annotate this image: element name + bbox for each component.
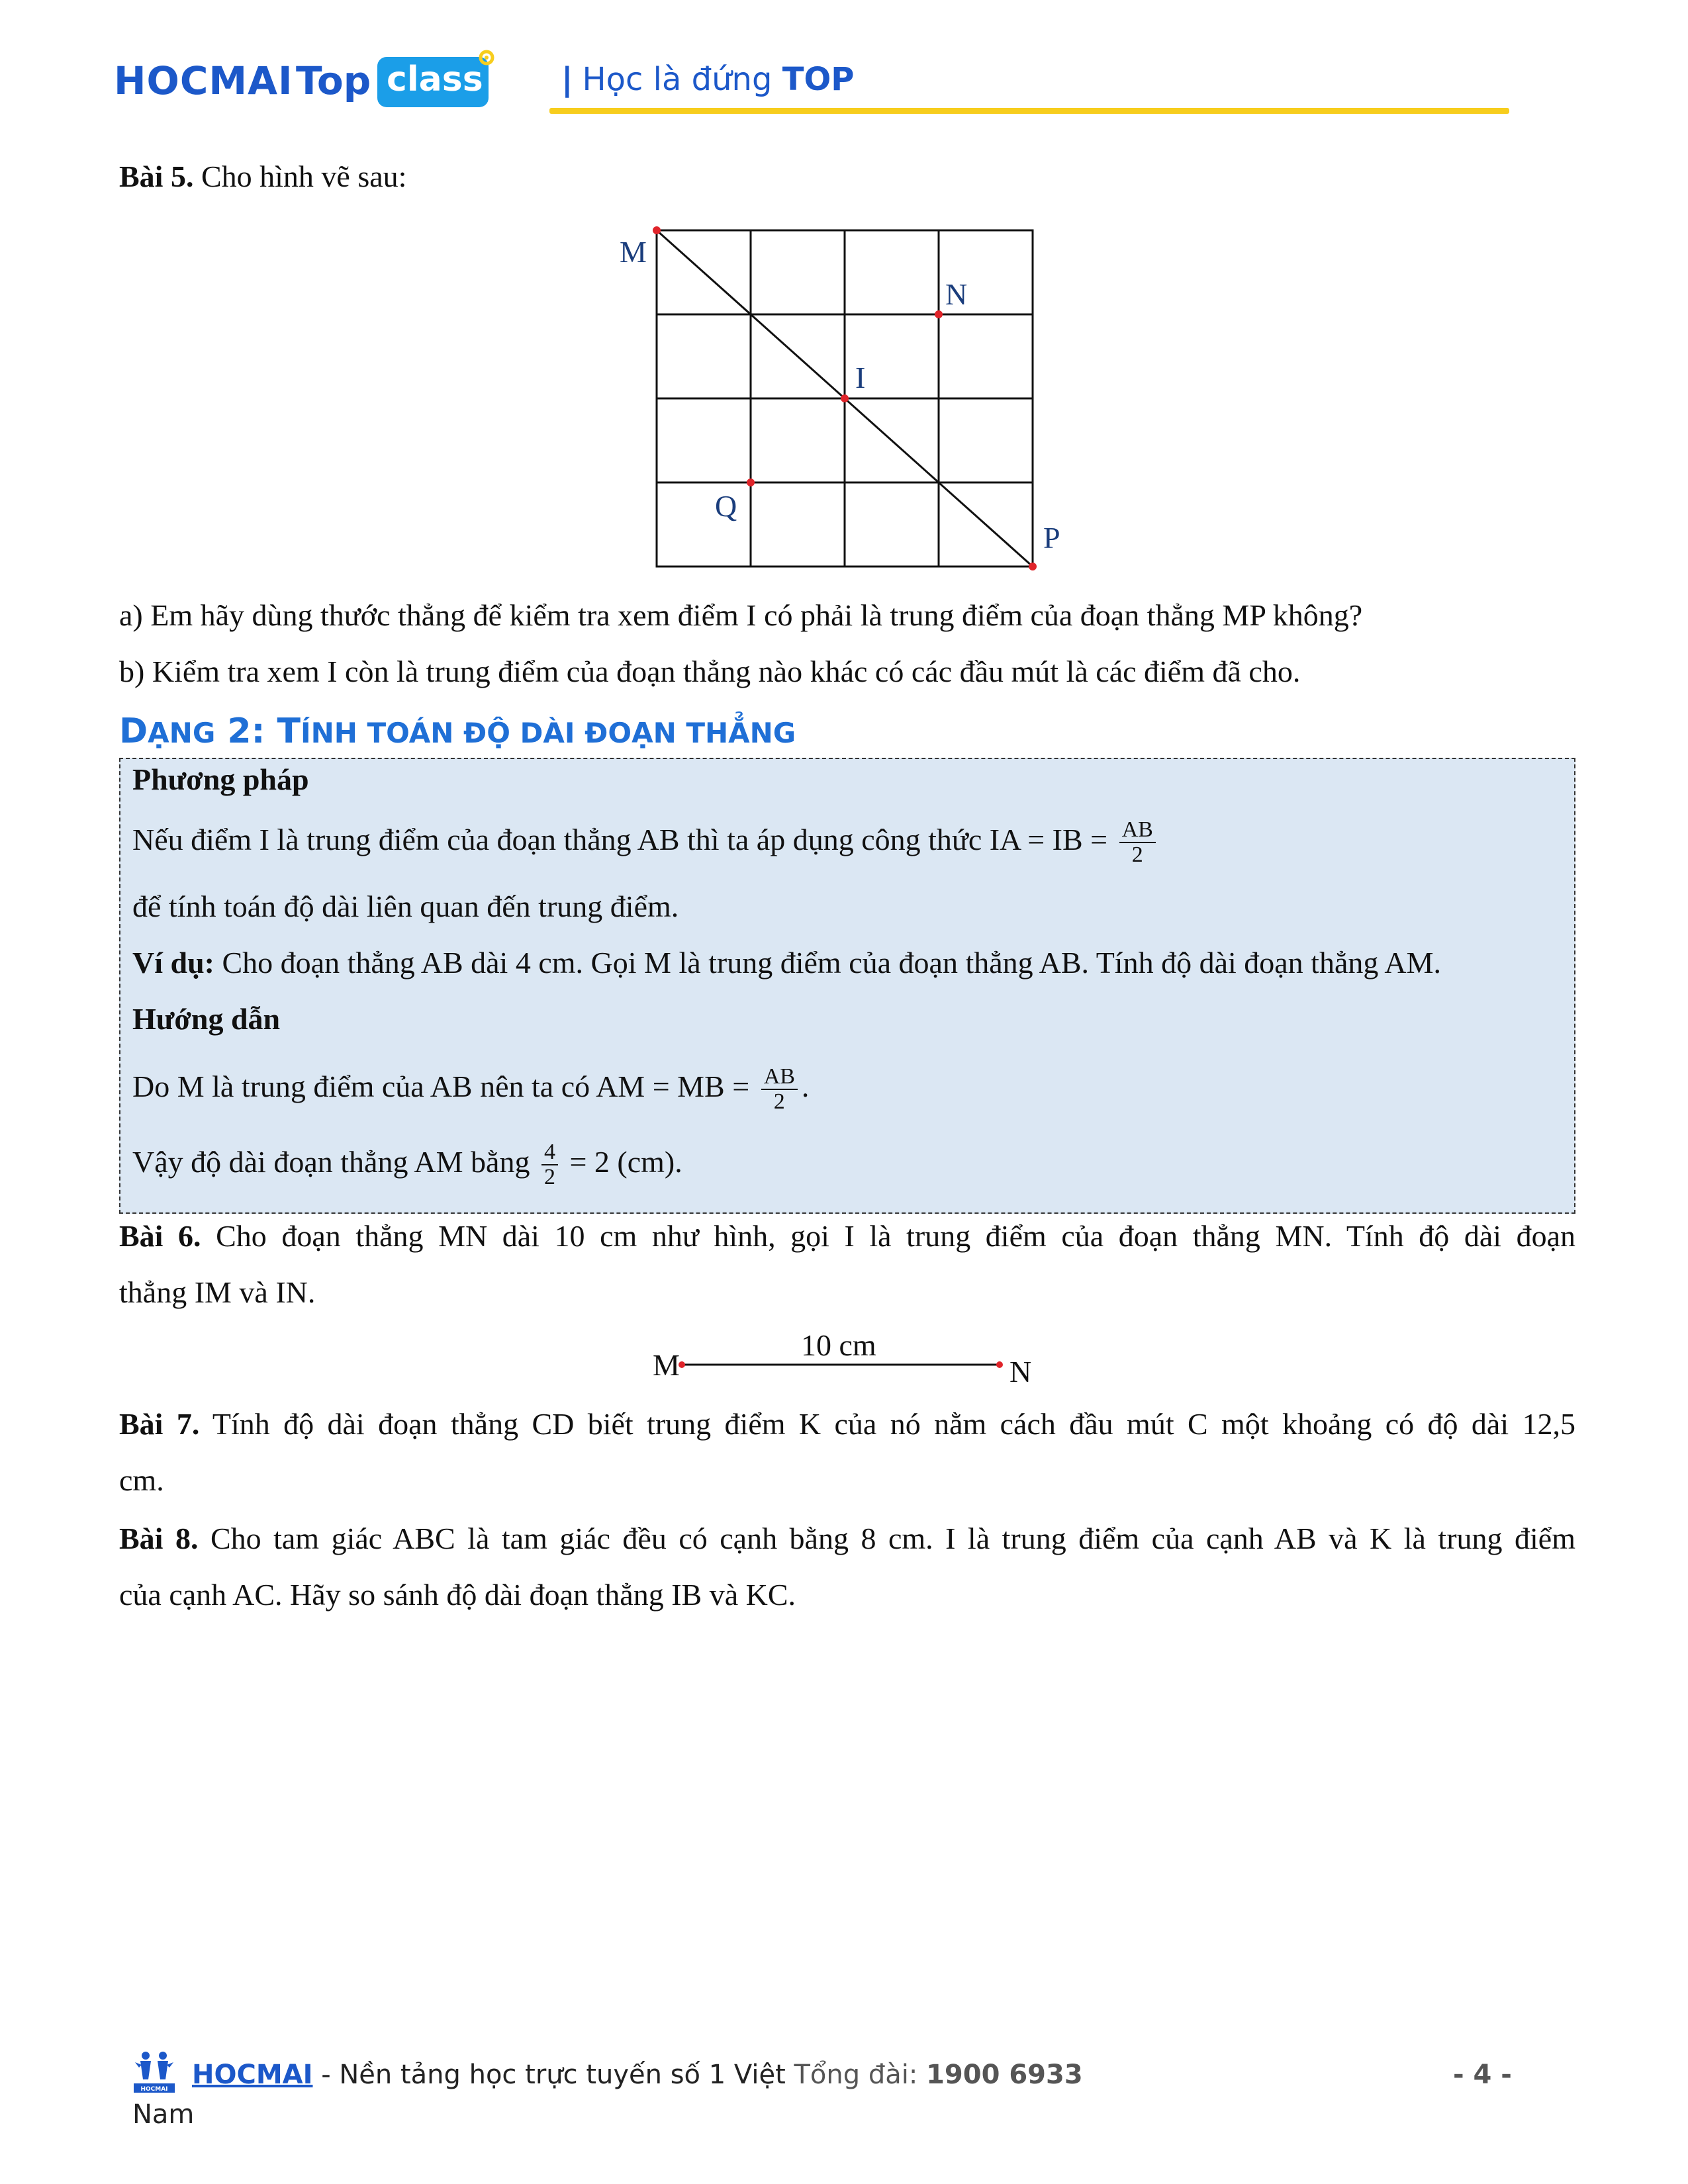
bai7-line1 xyxy=(119,1404,1575,1444)
footer-brand-link[interactable]: HOCMAI xyxy=(192,2060,313,2090)
guide-line2 xyxy=(132,1133,1589,1191)
footer-icon-text: HOCMAI xyxy=(140,2086,168,2093)
point-n-seg xyxy=(996,1361,1003,1368)
label-10cm: 10 cm xyxy=(801,1328,876,1362)
heading-rest: ÍNH TOÁN ĐỘ DÀI ĐOẠN THẲNG xyxy=(300,717,796,749)
page-header xyxy=(0,0,1688,119)
grid-figure xyxy=(596,218,1099,589)
footer-wrap-text: Nam xyxy=(132,2099,195,2130)
bai5-intro xyxy=(119,157,1575,197)
label-i: I xyxy=(855,361,866,394)
example-label: Ví dụ: xyxy=(132,946,214,979)
bai8-line2: của cạnh AC. Hãy so sánh độ dài đoạn thẳng IB và KC. xyxy=(119,1578,796,1612)
heading-d: D xyxy=(119,711,148,751)
guide-line1-end: . xyxy=(801,1069,810,1103)
label-q: Q xyxy=(715,489,737,523)
page-number: - 4 - xyxy=(1453,2060,1512,2090)
label-p: P xyxy=(1043,521,1060,555)
header-divider xyxy=(549,108,1509,114)
bai6-line1 xyxy=(119,1216,1575,1256)
fraction-ab-over-2: $\frac{AB}{2}$ xyxy=(1119,818,1156,867)
heading-t: T xyxy=(277,711,301,751)
bai8-line1 xyxy=(119,1519,1575,1559)
example-line xyxy=(132,943,1589,983)
guide-title: Hướng dẫn xyxy=(132,1002,281,1036)
sun-icon xyxy=(477,48,496,68)
label-m: M xyxy=(620,235,647,269)
hocmai-footer-icon xyxy=(131,2049,177,2095)
footer-tagline: - Nền tảng học trực tuyến số 1 Việt xyxy=(312,2060,794,2090)
guide-line1 xyxy=(132,1058,1589,1116)
page-footer xyxy=(0,2045,1688,2177)
method-line2: để tính toán độ dài liên quan đến trung điểm. xyxy=(132,889,679,923)
point-m xyxy=(653,226,661,234)
logo-top-text: Top xyxy=(296,58,371,103)
footer-hotline-label: Tổng đài: xyxy=(794,2060,927,2090)
tagline-text: Học là đứng xyxy=(582,61,773,98)
bai5-label: Bài 5. xyxy=(119,159,194,193)
point-p xyxy=(1029,563,1037,570)
guide-line2-end: = 2 (cm). xyxy=(569,1145,682,1179)
tagline-bold: TOP xyxy=(782,61,855,98)
bai6-line2: thẳng IM và IN. xyxy=(119,1275,316,1309)
point-n xyxy=(935,310,943,318)
method-line1-text: Nếu điểm I là trung điểm của đoạn thẳng AB thì ta áp dụng công thức IA = IB = xyxy=(132,823,1108,856)
bai8-line1-text: Cho tam giác ABC là tam giác đều có cạnh bằng 8 cm. I là trung điểm của cạnh AB và K là trung điểm xyxy=(210,1522,1575,1555)
method-title: Phương pháp xyxy=(132,762,309,796)
bai7-label: Bài 7. xyxy=(119,1407,200,1441)
segment-mn-figure xyxy=(642,1324,1072,1390)
point-q xyxy=(747,478,755,486)
section-heading xyxy=(119,711,796,751)
header-tagline xyxy=(561,61,854,98)
label-m-seg: M xyxy=(653,1348,680,1382)
bai5-part-b: b) Kiểm tra xem I còn là trung điểm của đoạn thẳng nào khác có các đầu mút là các điểm đã cho. xyxy=(119,655,1301,688)
logo-hocmai-text: HOCMAI xyxy=(114,58,293,103)
heading-ang: ẠNG xyxy=(148,717,216,749)
fraction-4-over-2: $\frac{4}{2}$ xyxy=(541,1140,558,1189)
label-n: N xyxy=(945,277,968,311)
point-i xyxy=(841,394,849,402)
method-formula-line xyxy=(132,811,1589,869)
guide-line2-text: Vậy độ dài đoạn thẳng AM bằng xyxy=(132,1145,530,1179)
bai5-part-a: a) Em hãy dùng thước thẳng để kiểm tra xem điểm I có phải là trung điểm của đoạn thẳng MP không? xyxy=(119,598,1363,632)
bai6-line1-text: Cho đoạn thẳng MN dài 10 cm như hình, gọi I là trung điểm của đoạn thẳng MN. Tính độ dài đoạn xyxy=(216,1219,1575,1253)
footer-line xyxy=(192,2060,1083,2090)
bai7-line2: cm. xyxy=(119,1463,164,1497)
bai5-text: Cho hình vẽ sau: xyxy=(201,159,407,193)
fraction-ab-over-2-guide: $\frac{AB}{2}$ xyxy=(761,1065,798,1114)
tagline-divider: | xyxy=(561,61,573,98)
bai6-label: Bài 6. xyxy=(119,1219,201,1253)
footer-hotline: 1900 6933 xyxy=(926,2060,1083,2090)
heading-num: 2: xyxy=(215,711,277,751)
label-n-seg: N xyxy=(1009,1355,1032,1388)
bai7-line1-text: Tính độ dài đoạn thẳng CD biết trung điểm K của nó nằm cách đầu mút C một khoảng có độ dài 12,5 xyxy=(212,1407,1575,1441)
logo-class-text: class xyxy=(387,60,483,99)
example-text: Cho đoạn thẳng AB dài 4 cm. Gọi M là trung điểm của đoạn thẳng AB. Tính độ dài đoạn thẳng AM. xyxy=(214,946,1441,979)
guide-line1-text: Do M là trung điểm của AB nên ta có AM = MB = xyxy=(132,1069,750,1103)
bai8-label: Bài 8. xyxy=(119,1522,199,1555)
